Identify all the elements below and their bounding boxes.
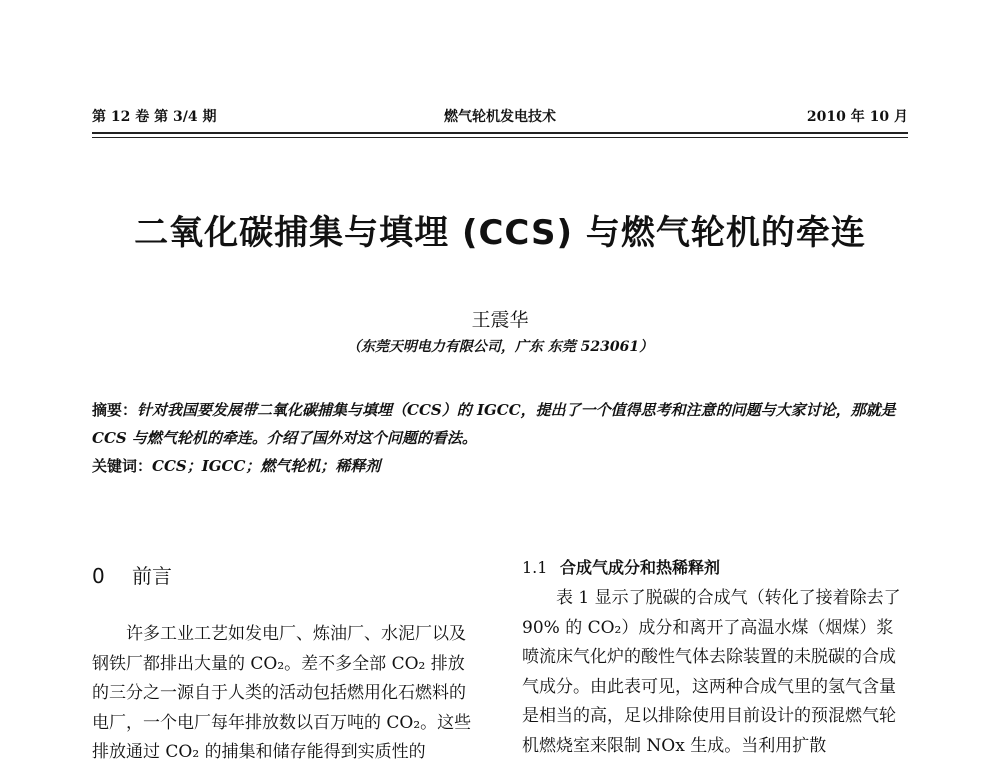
- keywords-label: 关键词：: [92, 457, 153, 475]
- publication-date: 2010 年 10 月: [806, 109, 908, 125]
- header-rule-thin: [92, 137, 908, 138]
- section-heading-0: [92, 560, 172, 589]
- abstract: [92, 396, 908, 452]
- author-affiliation: （东莞天明电力有限公司，广东 东莞 523061）: [346, 339, 654, 355]
- subsection-number: 1.1: [522, 558, 548, 577]
- journal-name: 燃气轮机发电技术: [444, 109, 556, 125]
- abstract-text: 针对我国要发展带二氧化碳捕集与填埋（CCS）的 IGCC，提出了一个值得思考和注意的问题与大家讨论，那就是 CCS 与燃气轮机的牵连。介绍了国外对这个问题的看法。: [92, 401, 896, 447]
- subsection-heading-1-1: [522, 555, 720, 578]
- keywords: [92, 452, 908, 480]
- section-title: 前言: [132, 564, 172, 588]
- article-title: 二氧化碳捕集与填埋 (CCS) 与燃气轮机的牵连: [134, 213, 866, 253]
- header-rule-thick: [92, 132, 908, 134]
- abstract-label: 摘要：: [92, 401, 138, 419]
- body-paragraph: 表 1 显示了脱碳的合成气（转化了接着除去了 90% 的 CO₂）成分和离开了高温水煤（烟煤）浆喷流床气化炉的酸性气体去除装置的未脱碳的合成气成分。由此表可见，这两种合成气里的氢气含量是相当的高，足以排除使用目前设计的预混燃气轮机燃烧室来限制 NOx 生成。当利用扩散: [522, 588, 901, 756]
- body-paragraph: 许多工业工艺如发电厂、炼油厂、水泥厂以及钢铁厂都排出大量的 CO₂。差不多全部 CO₂ 排放的三分之一源自于人类的活动包括燃用化石燃料的电厂，一个电厂每年排放数以百万吨的 CO₂。这些排放通过 CO₂ 的捕集和储存能得到实质性的: [92, 624, 472, 762]
- right-column: [522, 584, 910, 761]
- running-header: [92, 106, 908, 128]
- author-name: 王震华: [471, 309, 529, 331]
- left-column: [92, 620, 480, 768]
- subsection-title: 合成气成分和热稀释剂: [560, 558, 721, 577]
- keywords-text: CCS；IGCC；燃气轮机；稀释剂: [152, 457, 381, 475]
- volume-issue: 第 12 卷 第 3/4 期: [92, 109, 217, 125]
- section-number: 0: [92, 564, 105, 588]
